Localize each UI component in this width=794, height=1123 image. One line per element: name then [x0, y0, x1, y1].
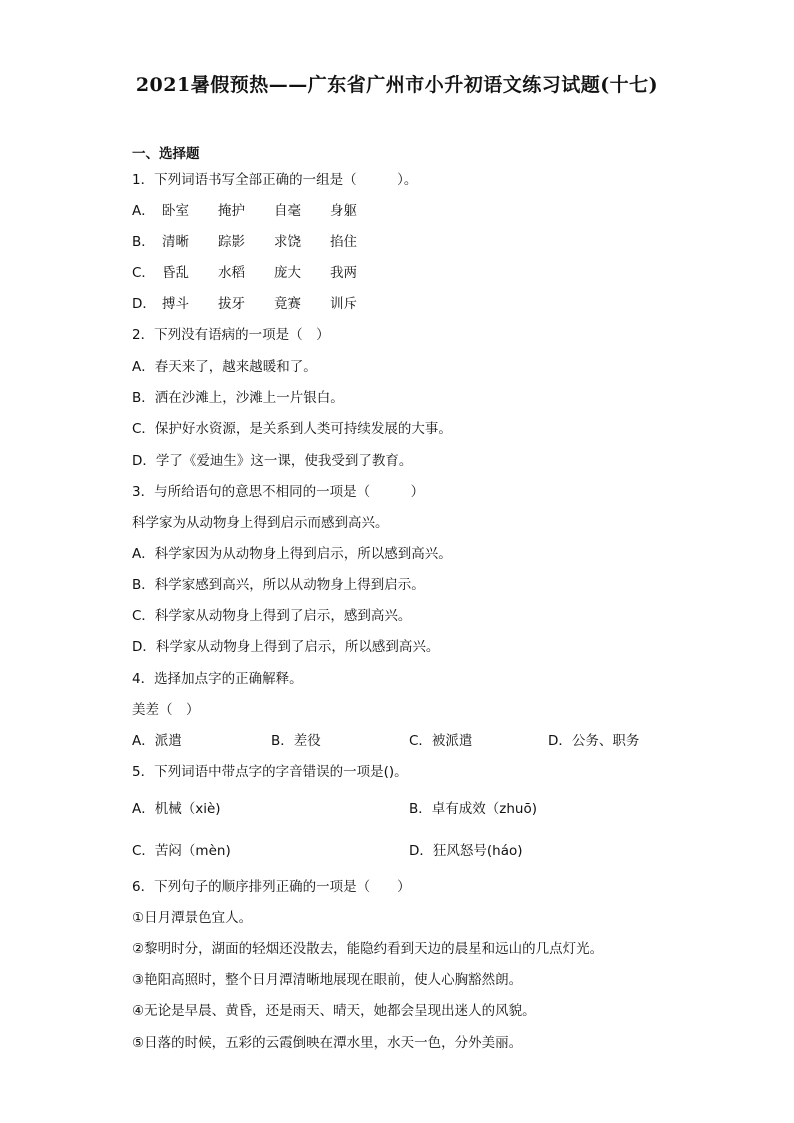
question-2-stem: 2．下列没有语病的一项是（ ）: [132, 327, 330, 343]
option-label: A．: [132, 203, 155, 219]
question-4-stem: 4．选择加点字的正确解释。: [132, 671, 303, 687]
question-3-option-a: A．科学家因为从动物身上得到启示，所以感到高兴。: [132, 546, 452, 562]
question-1-option-a: [132, 201, 386, 221]
question-6-sentence-2: ②黎明时分，湖面的轻烟还没散去，能隐约看到天边的晨星和远山的几点灯光。: [132, 941, 604, 957]
question-3-option-b: B．科学家感到高兴，所以从动物身上得到启示。: [132, 577, 425, 593]
option-word: 清晰: [162, 234, 189, 250]
option-word: 拔牙: [218, 296, 245, 312]
option-label: C．: [132, 265, 155, 281]
option-word: 竟赛: [274, 296, 301, 312]
section-heading: 一、选择题: [132, 146, 200, 162]
question-5-stem: 5．下列词语中带点字的字音错误的一项是()。: [132, 764, 408, 780]
question-3-option-c: C．科学家从动物身上得到了启示，感到高兴。: [132, 608, 412, 624]
option-word: 卧室: [162, 203, 189, 219]
option-word: 昏乱: [162, 265, 189, 281]
question-5-option-d: D．狂风怒号(háo): [409, 843, 523, 859]
option-word: 掩护: [218, 203, 245, 219]
question-2-option-c: C．保护好水资源，是关系到人类可持续发展的大事。: [132, 421, 452, 437]
question-4-option-b: B．差役: [271, 733, 321, 749]
option-label: B．: [132, 234, 155, 250]
option-word: 庞大: [274, 265, 301, 281]
question-2-option-b: B．洒在沙滩上，沙滩上一片银白。: [132, 390, 344, 406]
option-word: 水稻: [218, 265, 245, 281]
question-1-option-c: [132, 263, 386, 283]
question-6-stem: 6．下列句子的顺序排列正确的一项是（ ）: [132, 879, 411, 895]
question-6-sentence-3: ③艳阳高照时，整个日月潭清晰地展现在眼前，使人心胸豁然朗。: [132, 972, 523, 988]
question-5-option-b: B．卓有成效（zhuō): [409, 801, 537, 817]
question-6-sentence-4: ④无论是早晨、黄昏，还是雨天、晴天，她都会呈现出迷人的风貌。: [132, 1003, 536, 1019]
option-word: 搏斗: [162, 296, 189, 312]
option-word: 我两: [330, 265, 357, 281]
question-3-option-d: D．科学家从动物身上得到了启示，所以感到高兴。: [132, 639, 440, 655]
option-word: 训斥: [330, 296, 357, 312]
question-1-option-d: [132, 294, 386, 314]
option-word: 求饶: [274, 234, 301, 250]
option-word: 身躯: [330, 203, 357, 219]
question-4-option-d: D．公务、职务: [548, 733, 640, 749]
question-5-option-c: C．苦闷（mèn): [132, 843, 231, 859]
question-4-option-a: A．派遣: [132, 733, 182, 749]
option-label: D．: [132, 296, 156, 312]
question-3-given-sentence: 科学家为从动物身上得到启示而感到高兴。: [132, 515, 389, 531]
page-title: 2021暑假预热——广东省广州市小升初语文练习试题(十七): [135, 74, 659, 96]
option-word: 自毫: [274, 203, 301, 219]
question-5-option-a: A．机械（xiè): [132, 801, 221, 817]
question-6-sentence-5: ⑤日落的时候，五彩的云霞倒映在潭水里，水天一色，分外美丽。: [132, 1035, 523, 1051]
question-4-option-c: C．被派遣: [409, 733, 473, 749]
question-6-sentence-1: ①日月潭景色宜人。: [132, 910, 253, 926]
question-3-stem: 3．与所给语句的意思不相同的一项是（ ）: [132, 484, 425, 500]
option-word: 踪影: [218, 234, 245, 250]
question-1-stem: 1．下列词语书写全部正确的一组是（ ）。: [132, 172, 418, 188]
question-2-option-d: D．学了《爱迪生》这一课，使我受到了教育。: [132, 453, 413, 469]
question-4-word: 美差（ ）: [132, 702, 200, 718]
option-word: 掐住: [330, 234, 357, 250]
question-1-option-b: [132, 232, 386, 252]
question-2-option-a: A．春天来了，越来越暖和了。: [132, 359, 317, 375]
